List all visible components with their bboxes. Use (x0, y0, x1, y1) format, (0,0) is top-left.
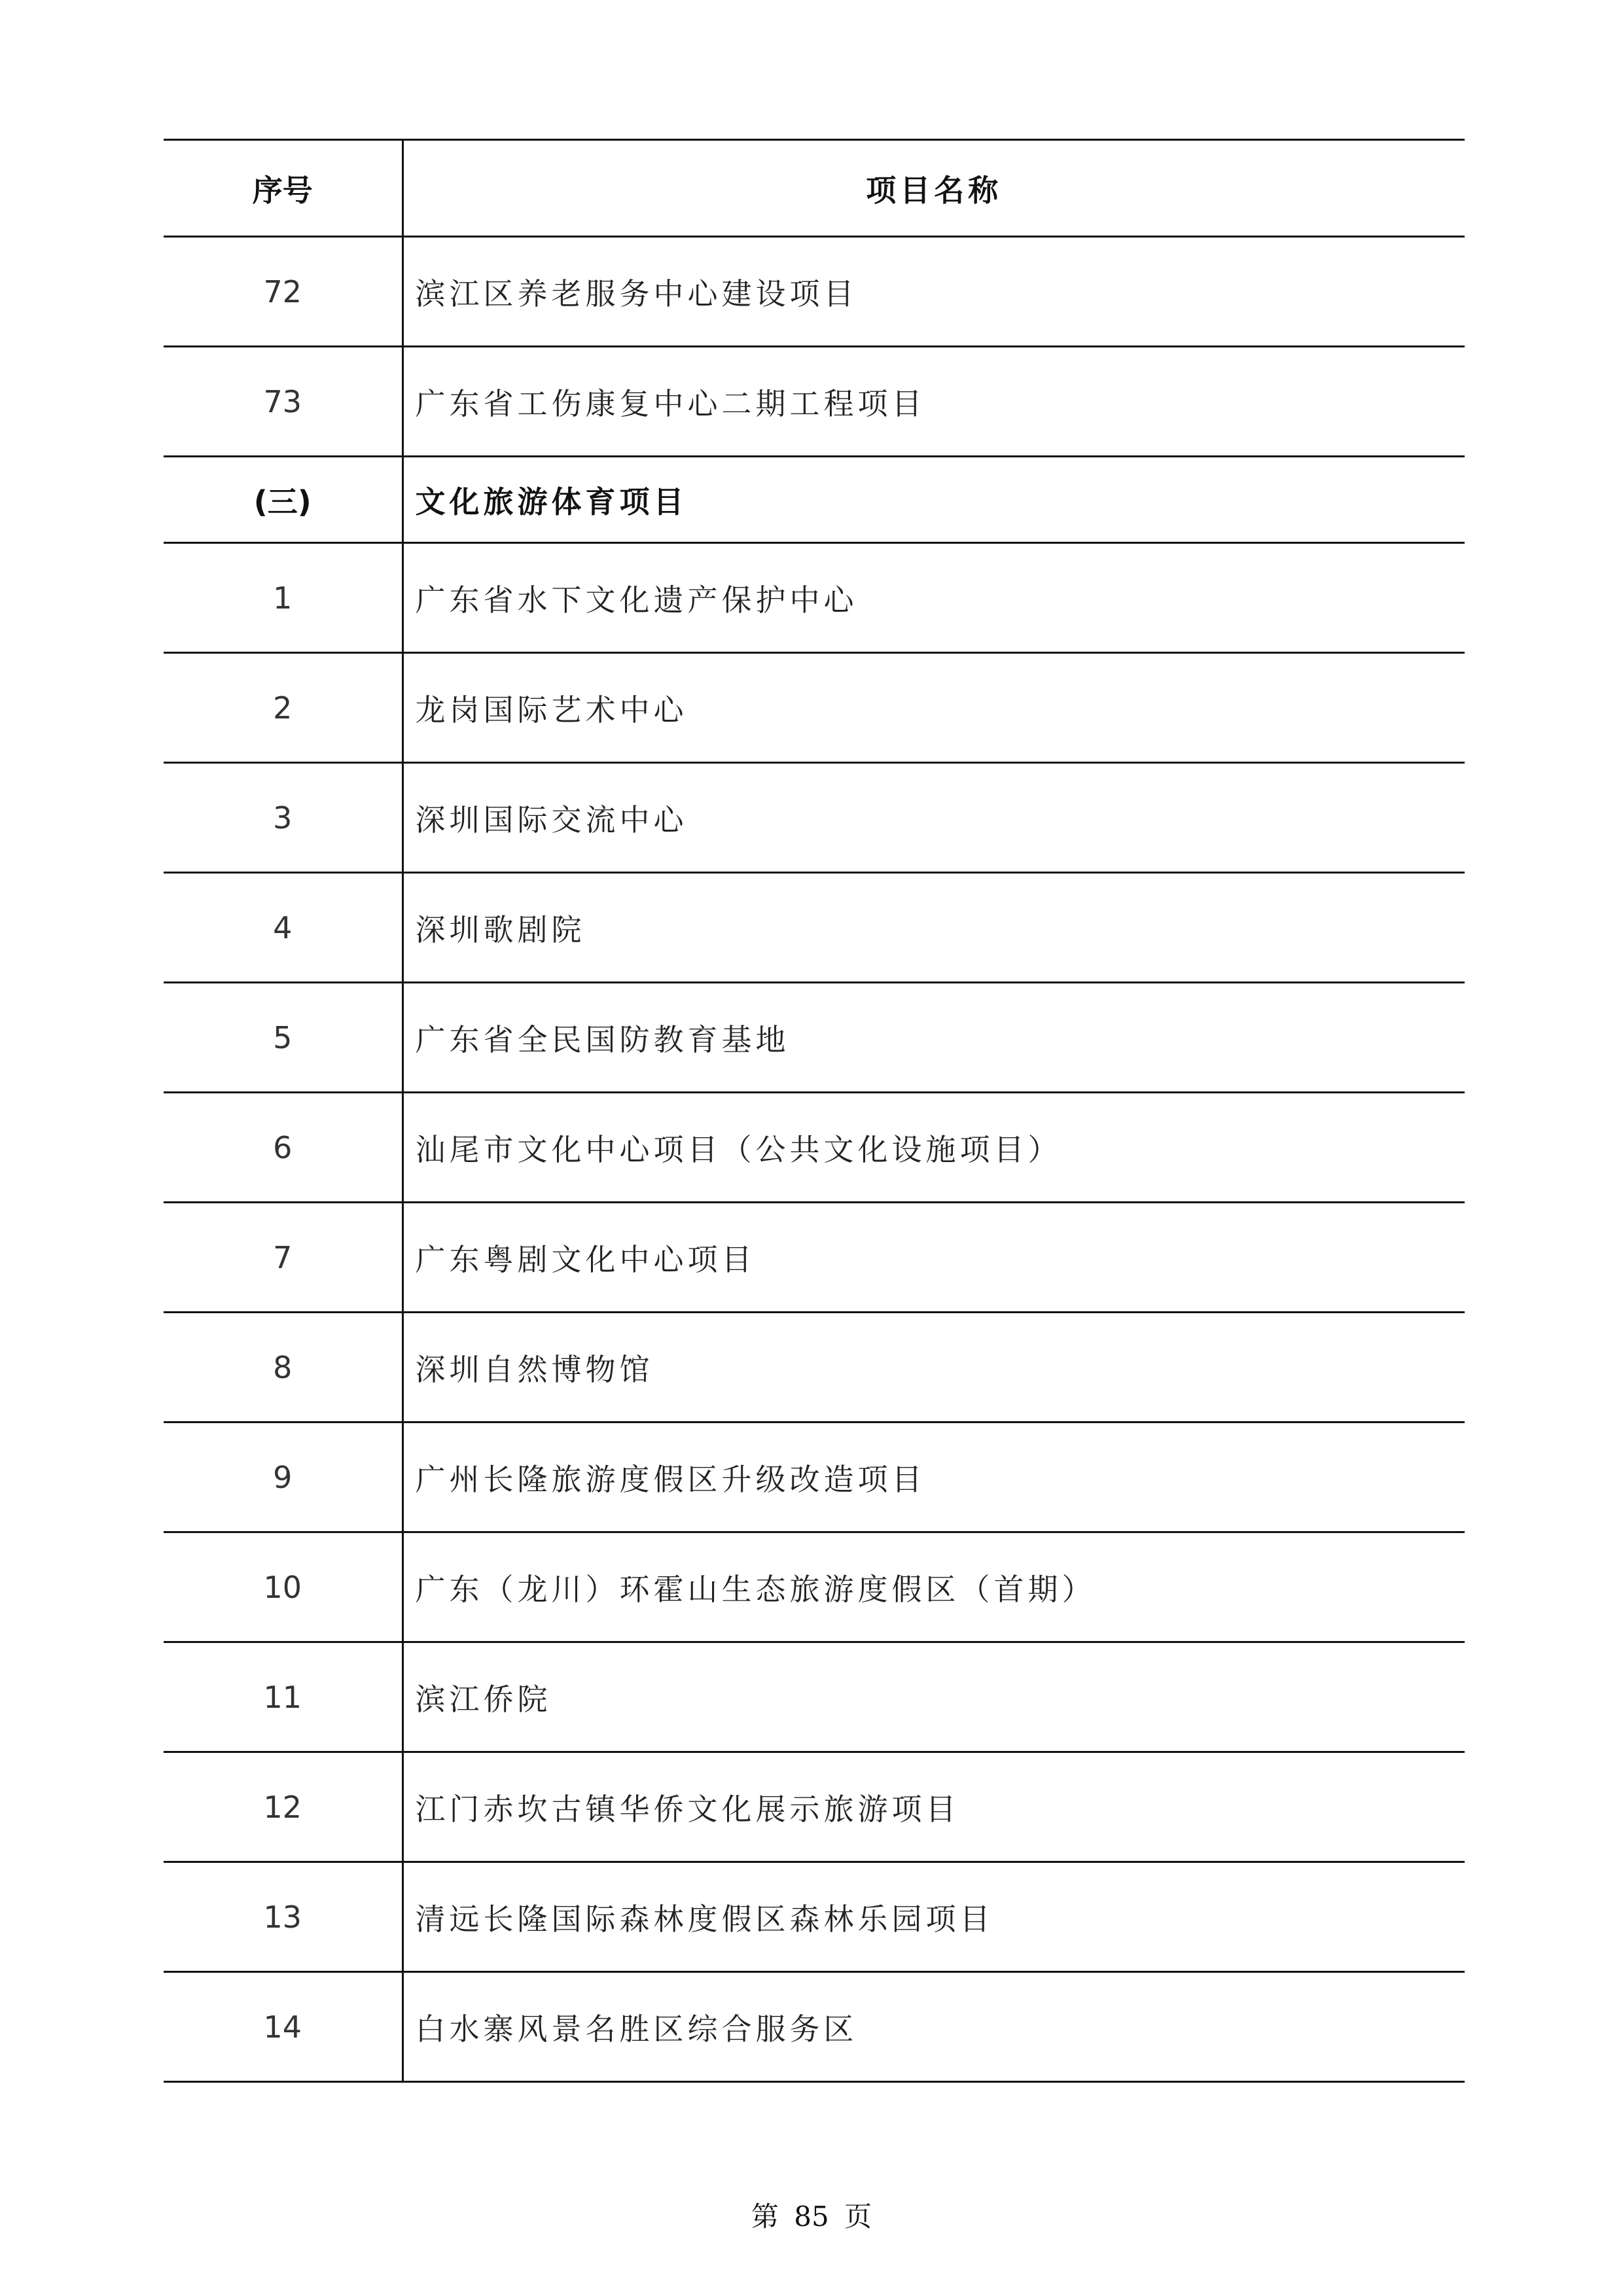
row-project-name: 滨江侨院 (402, 1642, 1465, 1752)
row-serial-number: 8 (164, 1313, 402, 1422)
row-project-name: 滨江区养老服务中心建设项目 (402, 237, 1465, 347)
row-serial-number: 12 (164, 1752, 402, 1862)
row-project-name: 广东（龙川）环霍山生态旅游度假区（首期） (402, 1532, 1465, 1642)
row-project-name: 龙岗国际艺术中心 (402, 653, 1465, 763)
row-serial-number: 14 (164, 1972, 402, 2082)
page-number: 第 85 页 (751, 2200, 872, 2233)
table-row (164, 1532, 1465, 1642)
project-table-body (164, 140, 1465, 2082)
row-serial-number: 7 (164, 1203, 402, 1313)
table-row (164, 1203, 1465, 1313)
section-header-row (164, 457, 1465, 543)
project-table (164, 139, 1465, 2083)
row-project-name: 白水寨风景名胜区综合服务区 (402, 1972, 1465, 2082)
row-serial-number: 6 (164, 1093, 402, 1203)
row-serial-number: 5 (164, 983, 402, 1093)
row-serial-number: 2 (164, 653, 402, 763)
table-row (164, 237, 1465, 347)
table-row (164, 543, 1465, 653)
row-serial-number: 3 (164, 763, 402, 873)
table-header-row (164, 140, 1465, 237)
row-project-name: 广州长隆旅游度假区升级改造项目 (402, 1422, 1465, 1532)
table-row (164, 873, 1465, 983)
row-project-name: 汕尾市文化中心项目（公共文化设施项目） (402, 1093, 1465, 1203)
row-project-name: 广东省水下文化遗产保护中心 (402, 543, 1465, 653)
table-row (164, 1972, 1465, 2082)
table-row (164, 763, 1465, 873)
table-row (164, 1752, 1465, 1862)
table-row (164, 983, 1465, 1093)
header-serial-number: 序号 (164, 140, 402, 237)
row-serial-number: 73 (164, 347, 402, 457)
row-project-name: 广东省工伤康复中心二期工程项目 (402, 347, 1465, 457)
table-row (164, 1642, 1465, 1752)
row-serial-number: 13 (164, 1862, 402, 1972)
row-project-name: 深圳歌剧院 (402, 873, 1465, 983)
table-row (164, 347, 1465, 457)
row-serial-number: 4 (164, 873, 402, 983)
table-row (164, 1313, 1465, 1422)
row-serial-number: 1 (164, 543, 402, 653)
section-number: (三) (164, 457, 402, 543)
section-title: 文化旅游体育项目 (402, 457, 1465, 543)
row-project-name: 江门赤坎古镇华侨文化展示旅游项目 (402, 1752, 1465, 1862)
row-project-name: 清远长隆国际森林度假区森林乐园项目 (402, 1862, 1465, 1972)
row-project-name: 广东省全民国防教育基地 (402, 983, 1465, 1093)
row-project-name: 深圳自然博物馆 (402, 1313, 1465, 1422)
row-serial-number: 72 (164, 237, 402, 347)
row-serial-number: 10 (164, 1532, 402, 1642)
table-row (164, 1422, 1465, 1532)
table-row (164, 1093, 1465, 1203)
row-serial-number: 9 (164, 1422, 402, 1532)
row-serial-number: 11 (164, 1642, 402, 1752)
row-project-name: 深圳国际交流中心 (402, 763, 1465, 873)
row-project-name: 广东粤剧文化中心项目 (402, 1203, 1465, 1313)
header-project-name: 项目名称 (402, 140, 1465, 237)
table-row (164, 1862, 1465, 1972)
table-row (164, 653, 1465, 763)
